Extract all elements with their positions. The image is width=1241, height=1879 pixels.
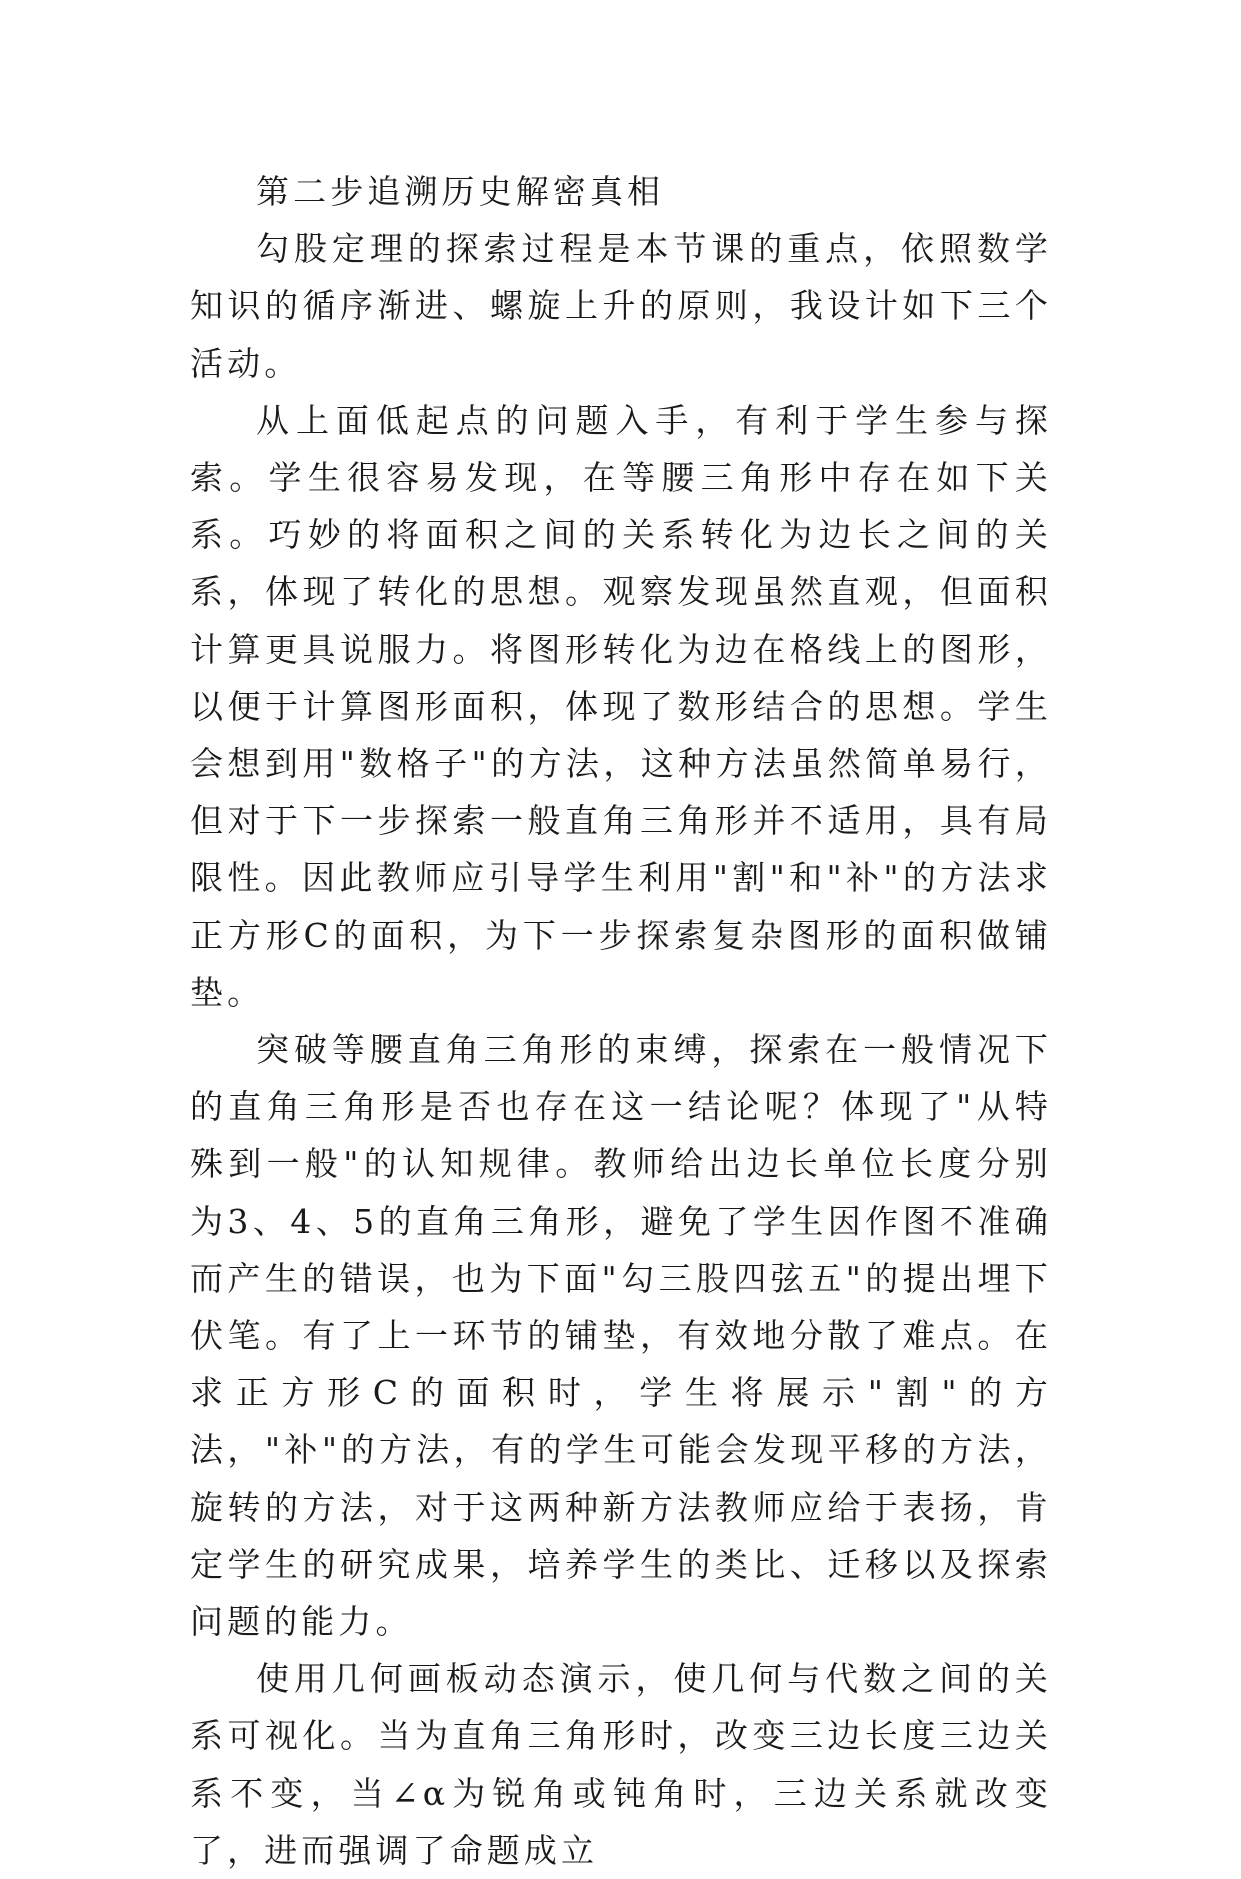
paragraph-2: 从上面低起点的问题入手，有利于学生参与探索。学生很容易发现，在等腰三角形中存在如下关系。巧妙的将面积之间的关系转化为边长之间的关系，体现了转化的思想。观察发现虽然直观，但面积计算更具说服力。将图形转化为边在格线上的图形，以便于计算图形面积，体现了数形结合的思想。学生会想到用"数格子"的方法，这种方法虽然简单易行，但对于下一步探索一般直角三角形并不适用，具有局限性。因此教师应引导学生利用"割"和"补"的方法求正方形C的面积，为下一步探索复杂图形的面积做铺垫。	[190, 400, 1052, 1012]
paragraph-4: 使用几何画板动态演示，使几何与代数之间的关系可视化。当为直角三角形时，改变三边长度三边关系不变，当∠α为锐角或钝角时，三边关系就改变了，进而强调了命题成立	[190, 1659, 1052, 1870]
paragraph-1: 勾股定理的探索过程是本节课的重点，依照数学知识的循序渐进、螺旋上升的原则，我设计如下三个活动。	[190, 229, 1052, 383]
paragraph-3: 突破等腰直角三角形的束缚，探索在一般情况下的直角三角形是否也存在这一结论呢？体现了"从特殊到一般"的认知规律。教师给出边长单位长度分别为3、4、5的直角三角形，避免了学生因作图不准确而产生的错误，也为下面"勾三股四弦五"的提出埋下伏笔。有了上一环节的铺垫，有效地分散了难点。在求正方形C的面积时，学生将展示"割"的方法，"补"的方法，有的学生可能会发现平移的方法，旋转的方法，对于这两种新方法教师应给于表扬，肯定学生的研究成果，培养学生的类比、迁移以及探索问题的能力。	[190, 1030, 1052, 1642]
document-body	[190, 163, 1052, 1879]
section-heading: 第二步追溯历史解密真相	[256, 172, 665, 211]
